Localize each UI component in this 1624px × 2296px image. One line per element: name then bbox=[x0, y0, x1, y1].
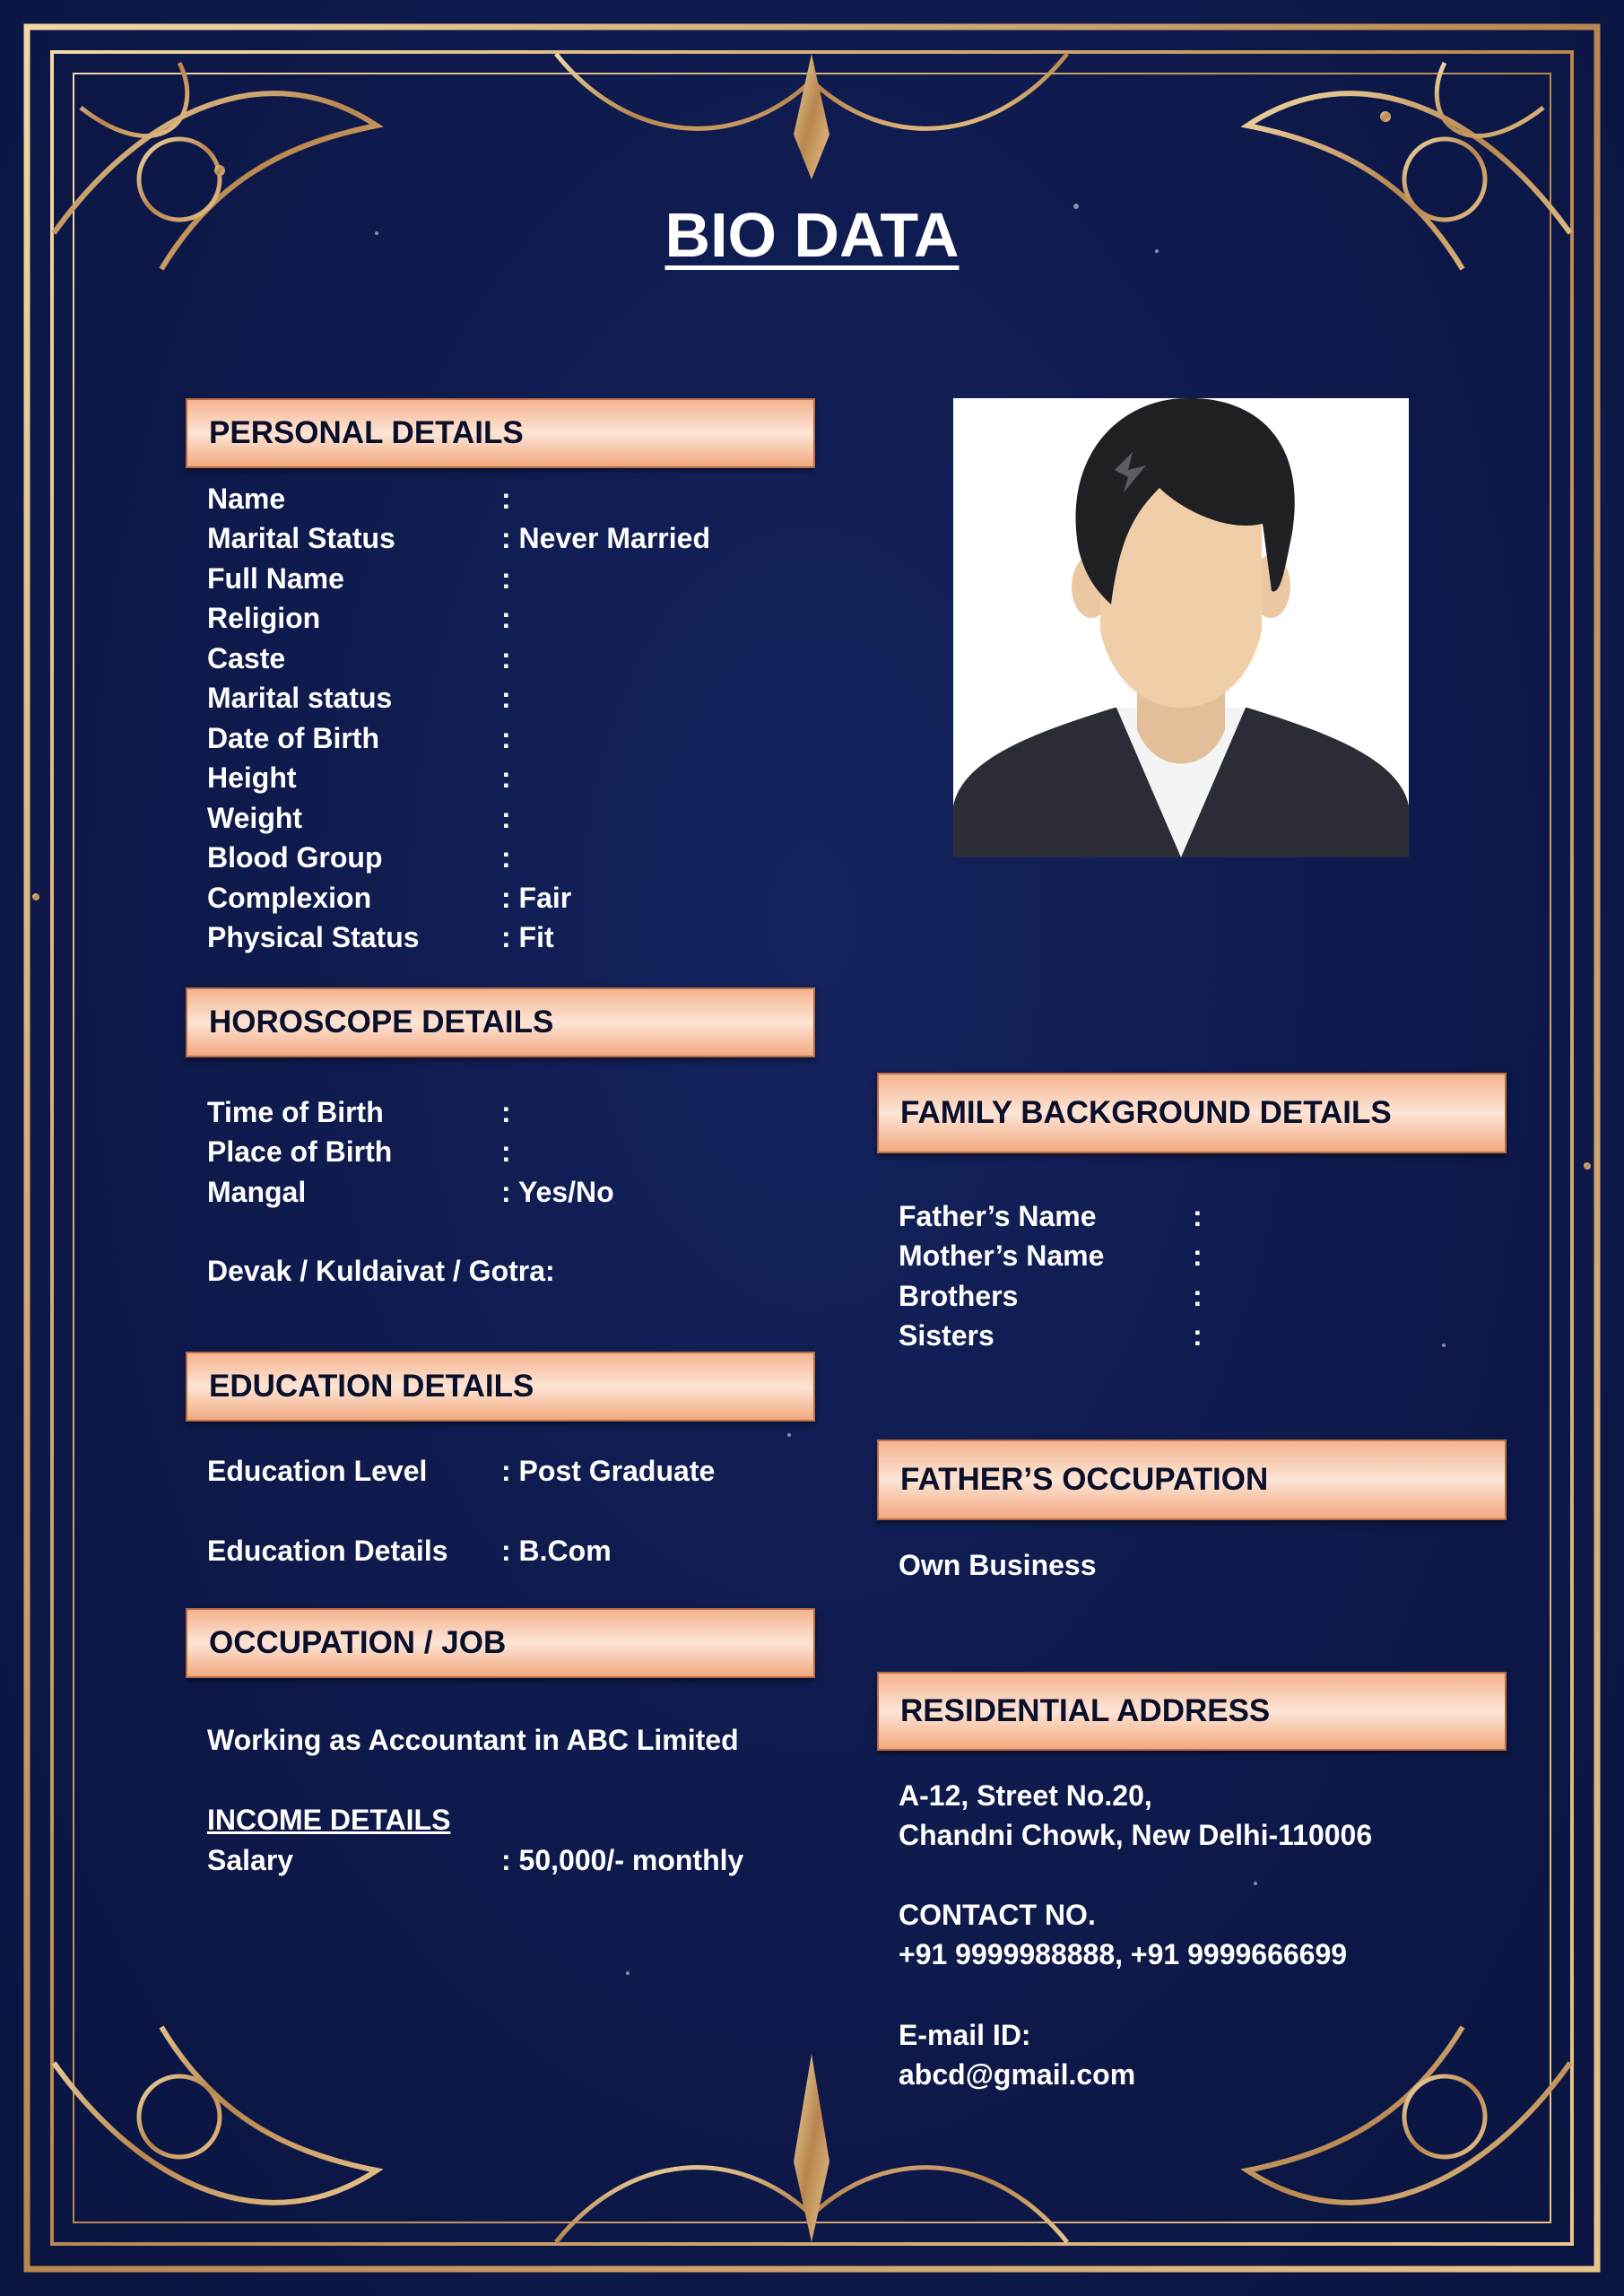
field-label: Salary bbox=[207, 1844, 294, 1876]
field-label: Date of Birth bbox=[207, 722, 379, 754]
field-label: Name bbox=[207, 483, 286, 515]
person-avatar-icon bbox=[953, 398, 1409, 857]
field-value: : Fair bbox=[501, 882, 572, 914]
field-label: Mangal bbox=[207, 1176, 307, 1208]
field-label: Place of Birth bbox=[207, 1135, 393, 1168]
field-label: Full Name bbox=[207, 562, 344, 595]
field-label: Marital Status bbox=[207, 522, 395, 554]
field-label: Education Level bbox=[207, 1455, 428, 1487]
field-value: : Fit bbox=[501, 921, 554, 953]
field-label: Blood Group bbox=[207, 841, 383, 874]
field-value: : bbox=[1193, 1239, 1203, 1272]
address-line-2: Chandni Chowk, New Delhi-110006 bbox=[899, 1819, 1373, 1851]
field-label: Complexion bbox=[207, 882, 372, 914]
field-value: : bbox=[501, 802, 511, 834]
income-details-title: INCOME DETAILS bbox=[207, 1804, 451, 1836]
field-value: : bbox=[1193, 1200, 1203, 1232]
field-value: : Post Graduate bbox=[501, 1455, 716, 1487]
field-value: : bbox=[501, 841, 511, 874]
field-value: : bbox=[501, 1135, 511, 1168]
personal-details-header: PERSONAL DETAILS bbox=[186, 398, 815, 468]
horoscope-details-header: HOROSCOPE DETAILS bbox=[186, 987, 815, 1057]
field-value: : bbox=[1193, 1280, 1203, 1312]
occupation-text: Working as Accountant in ABC Limited bbox=[207, 1724, 739, 1756]
field-label: Physical Status bbox=[207, 921, 420, 953]
field-label: Father’s Name bbox=[899, 1200, 1097, 1232]
contact-title: CONTACT NO. bbox=[899, 1899, 1096, 1931]
field-value: : Never Married bbox=[501, 522, 710, 554]
field-value: : bbox=[501, 761, 511, 794]
field-value: : bbox=[501, 722, 511, 754]
field-label: Caste bbox=[207, 642, 286, 674]
field-value: : B.Com bbox=[501, 1535, 612, 1567]
email-value: abcd@gmail.com bbox=[899, 2058, 1136, 2091]
page-title: BIO DATA bbox=[664, 200, 960, 270]
field-label: Brothers bbox=[899, 1280, 1019, 1312]
residential-address-header: RESIDENTIAL ADDRESS bbox=[877, 1672, 1507, 1751]
field-label: Education Details bbox=[207, 1535, 448, 1567]
field-value: : bbox=[501, 483, 511, 515]
field-label: Weight bbox=[207, 802, 303, 834]
field-value: : bbox=[501, 602, 511, 634]
education-details-header: EDUCATION DETAILS bbox=[186, 1352, 815, 1422]
contact-numbers: +91 9999988888, +91 9999666699 bbox=[899, 1938, 1348, 1970]
occupation-header: OCCUPATION / JOB bbox=[186, 1608, 815, 1678]
field-value: : bbox=[501, 1096, 511, 1128]
address-line-1: A-12, Street No.20, bbox=[899, 1779, 1152, 1812]
field-label: Height bbox=[207, 761, 297, 794]
field-label: Time of Birth bbox=[207, 1096, 384, 1128]
father-occupation-header: FATHER’S OCCUPATION bbox=[877, 1439, 1507, 1520]
field-label: Mother’s Name bbox=[899, 1239, 1105, 1272]
gotra-label: Devak / Kuldaivat / Gotra: bbox=[207, 1255, 555, 1287]
field-value: : 50,000/- monthly bbox=[501, 1844, 744, 1876]
father-occupation-text: Own Business bbox=[899, 1549, 1097, 1581]
field-value: : bbox=[501, 642, 511, 674]
family-background-header: FAMILY BACKGROUND DETAILS bbox=[877, 1073, 1507, 1153]
field-value: : Yes/No bbox=[501, 1176, 614, 1208]
field-value: : bbox=[1193, 1319, 1203, 1352]
profile-photo bbox=[953, 398, 1409, 857]
field-label: Religion bbox=[207, 602, 321, 634]
field-label: Sisters bbox=[899, 1319, 994, 1352]
field-value: : bbox=[501, 562, 511, 595]
email-title: E-mail ID: bbox=[899, 2019, 1031, 2051]
field-value: : bbox=[501, 682, 511, 714]
field-label: Marital status bbox=[207, 682, 393, 714]
